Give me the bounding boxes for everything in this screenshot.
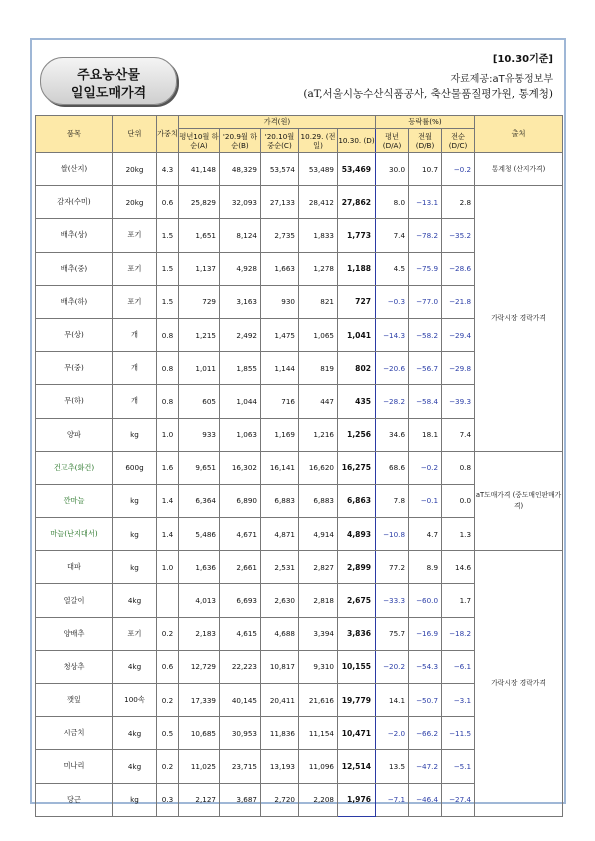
cell-price-b: 16,302 bbox=[220, 451, 261, 484]
cell-weight: 1.5 bbox=[157, 219, 179, 252]
cell-price-a: 17,339 bbox=[179, 684, 220, 717]
cell-unit: 4kg bbox=[113, 717, 157, 750]
cell-price-b: 32,093 bbox=[220, 186, 261, 219]
cell-unit: 4kg bbox=[113, 584, 157, 617]
table-row bbox=[36, 451, 563, 484]
cell-change-da: −33.3 bbox=[376, 584, 409, 617]
cell-source: 통계청 (산지가격) bbox=[475, 153, 563, 186]
cell-change-da: −7.1 bbox=[376, 783, 409, 816]
cell-item: 양파 bbox=[36, 418, 113, 451]
cell-item: 배추(중) bbox=[36, 252, 113, 285]
cell-price-d: 2,899 bbox=[338, 551, 376, 584]
cell-weight: 0.8 bbox=[157, 318, 179, 351]
cell-change-dc: −21.8 bbox=[442, 285, 475, 318]
header-change-db: 전월 (D/B) bbox=[409, 129, 442, 153]
cell-weight: 4.3 bbox=[157, 153, 179, 186]
cell-price-b: 1,044 bbox=[220, 385, 261, 418]
cell-weight bbox=[157, 584, 179, 617]
cell-change-db: 8.9 bbox=[409, 551, 442, 584]
cell-unit: 포기 bbox=[113, 252, 157, 285]
cell-price-a: 933 bbox=[179, 418, 220, 451]
cell-unit: 4kg bbox=[113, 750, 157, 783]
cell-price-c: 716 bbox=[261, 385, 299, 418]
cell-change-dc: −3.1 bbox=[442, 684, 475, 717]
cell-price-d: 802 bbox=[338, 352, 376, 385]
cell-unit: 600g bbox=[113, 451, 157, 484]
cell-weight: 1.0 bbox=[157, 418, 179, 451]
cell-price-d: 6,863 bbox=[338, 484, 376, 517]
cell-price-c: 930 bbox=[261, 285, 299, 318]
cell-change-da: −2.0 bbox=[376, 717, 409, 750]
cell-price-b: 4,671 bbox=[220, 518, 261, 551]
cell-item: 깻잎 bbox=[36, 684, 113, 717]
cell-price-c: 6,883 bbox=[261, 484, 299, 517]
cell-unit: kg bbox=[113, 518, 157, 551]
header-source: 출처 bbox=[475, 116, 563, 153]
cell-price-a: 1,636 bbox=[179, 551, 220, 584]
cell-change-db: −50.7 bbox=[409, 684, 442, 717]
cell-price-d: 53,469 bbox=[338, 153, 376, 186]
cell-price-c: 2,735 bbox=[261, 219, 299, 252]
cell-change-da: 34.6 bbox=[376, 418, 409, 451]
cell-price-a: 2,183 bbox=[179, 617, 220, 650]
cell-price-prev: 2,827 bbox=[299, 551, 338, 584]
cell-change-db: −66.2 bbox=[409, 717, 442, 750]
cell-weight: 0.6 bbox=[157, 650, 179, 683]
cell-item: 무(하) bbox=[36, 385, 113, 418]
cell-price-prev: 4,914 bbox=[299, 518, 338, 551]
cell-change-dc: 2.8 bbox=[442, 186, 475, 219]
header-price-group: 가격(원) bbox=[179, 116, 376, 129]
cell-price-c: 1,663 bbox=[261, 252, 299, 285]
cell-price-b: 23,715 bbox=[220, 750, 261, 783]
cell-price-prev: 11,154 bbox=[299, 717, 338, 750]
cell-price-prev: 28,412 bbox=[299, 186, 338, 219]
cell-price-a: 25,829 bbox=[179, 186, 220, 219]
cell-price-b: 3,163 bbox=[220, 285, 261, 318]
cell-price-d: 3,836 bbox=[338, 617, 376, 650]
cell-price-d: 4,893 bbox=[338, 518, 376, 551]
header-price-b: '20.9월 하순(B) bbox=[220, 129, 261, 153]
title-line-2: 일일도매가격 bbox=[70, 86, 147, 101]
cell-weight: 1.4 bbox=[157, 484, 179, 517]
table-body bbox=[36, 153, 563, 817]
cell-price-d: 1,256 bbox=[338, 418, 376, 451]
table-row bbox=[36, 551, 563, 584]
header-price-prev: 10.29. (전일) bbox=[299, 129, 338, 153]
cell-price-c: 10,817 bbox=[261, 650, 299, 683]
date-label: [10.30기준] bbox=[492, 54, 553, 65]
source-line-2: (aT,서울시농수산식품공사, 축산물품질평가원, 통계청) bbox=[303, 88, 553, 100]
cell-price-a: 1,651 bbox=[179, 219, 220, 252]
cell-unit: 100속 bbox=[113, 684, 157, 717]
cell-change-dc: 7.4 bbox=[442, 418, 475, 451]
cell-item: 청상추 bbox=[36, 650, 113, 683]
cell-change-da: −10.8 bbox=[376, 518, 409, 551]
cell-price-c: 16,141 bbox=[261, 451, 299, 484]
cell-price-d: 2,675 bbox=[338, 584, 376, 617]
cell-price-b: 3,687 bbox=[220, 783, 261, 816]
cell-price-b: 1,855 bbox=[220, 352, 261, 385]
cell-change-db: −58.2 bbox=[409, 318, 442, 351]
cell-item: 마늘(난지대서) bbox=[36, 518, 113, 551]
cell-price-a: 10,685 bbox=[179, 717, 220, 750]
cell-change-dc: −11.5 bbox=[442, 717, 475, 750]
title-badge bbox=[40, 57, 177, 105]
cell-change-dc: −5.1 bbox=[442, 750, 475, 783]
cell-change-da: 4.5 bbox=[376, 252, 409, 285]
cell-price-prev: 819 bbox=[299, 352, 338, 385]
cell-change-dc: −28.6 bbox=[442, 252, 475, 285]
cell-price-a: 1,137 bbox=[179, 252, 220, 285]
cell-change-dc: −35.2 bbox=[442, 219, 475, 252]
cell-weight: 1.5 bbox=[157, 252, 179, 285]
cell-price-b: 30,953 bbox=[220, 717, 261, 750]
cell-price-d: 1,773 bbox=[338, 219, 376, 252]
cell-price-prev: 1,278 bbox=[299, 252, 338, 285]
cell-price-b: 6,693 bbox=[220, 584, 261, 617]
cell-change-db: −58.4 bbox=[409, 385, 442, 418]
cell-change-db: −56.7 bbox=[409, 352, 442, 385]
cell-change-db: −60.0 bbox=[409, 584, 442, 617]
cell-price-c: 4,688 bbox=[261, 617, 299, 650]
header-unit: 단위 bbox=[113, 116, 157, 153]
cell-item: 감자(수미) bbox=[36, 186, 113, 219]
table-row bbox=[36, 153, 563, 186]
cell-price-prev: 9,310 bbox=[299, 650, 338, 683]
cell-price-a: 11,025 bbox=[179, 750, 220, 783]
cell-change-da: −0.3 bbox=[376, 285, 409, 318]
cell-price-d: 27,862 bbox=[338, 186, 376, 219]
cell-price-a: 605 bbox=[179, 385, 220, 418]
cell-price-c: 20,411 bbox=[261, 684, 299, 717]
cell-change-dc: 0.0 bbox=[442, 484, 475, 517]
cell-change-db: −47.2 bbox=[409, 750, 442, 783]
cell-change-db: 4.7 bbox=[409, 518, 442, 551]
cell-change-dc: −39.3 bbox=[442, 385, 475, 418]
cell-item: 배추(상) bbox=[36, 219, 113, 252]
cell-price-d: 12,514 bbox=[338, 750, 376, 783]
cell-change-db: −78.2 bbox=[409, 219, 442, 252]
header-price-d: 10.30. (D) bbox=[338, 129, 376, 153]
cell-change-da: −20.2 bbox=[376, 650, 409, 683]
cell-change-dc: −29.4 bbox=[442, 318, 475, 351]
header-weight: 가중치 bbox=[157, 116, 179, 153]
cell-item: 쌀(산지) bbox=[36, 153, 113, 186]
header-price-c: '20.10월 중순(C) bbox=[261, 129, 299, 153]
cell-unit: 개 bbox=[113, 385, 157, 418]
cell-price-d: 19,779 bbox=[338, 684, 376, 717]
cell-price-prev: 3,394 bbox=[299, 617, 338, 650]
cell-change-db: −75.9 bbox=[409, 252, 442, 285]
cell-price-c: 11,836 bbox=[261, 717, 299, 750]
cell-change-da: −28.2 bbox=[376, 385, 409, 418]
cell-price-c: 2,531 bbox=[261, 551, 299, 584]
cell-price-a: 4,013 bbox=[179, 584, 220, 617]
cell-weight: 0.3 bbox=[157, 783, 179, 816]
cell-change-dc: 1.7 bbox=[442, 584, 475, 617]
cell-weight: 0.2 bbox=[157, 684, 179, 717]
cell-weight: 0.8 bbox=[157, 385, 179, 418]
cell-price-b: 40,145 bbox=[220, 684, 261, 717]
cell-unit: 개 bbox=[113, 352, 157, 385]
cell-unit: kg bbox=[113, 418, 157, 451]
cell-price-prev: 6,883 bbox=[299, 484, 338, 517]
cell-price-d: 1,976 bbox=[338, 783, 376, 816]
cell-change-db: −16.9 bbox=[409, 617, 442, 650]
cell-weight: 1.5 bbox=[157, 285, 179, 318]
cell-price-prev: 1,833 bbox=[299, 219, 338, 252]
cell-item: 당근 bbox=[36, 783, 113, 816]
cell-price-a: 1,011 bbox=[179, 352, 220, 385]
cell-price-b: 2,492 bbox=[220, 318, 261, 351]
cell-price-b: 2,661 bbox=[220, 551, 261, 584]
cell-weight: 1.0 bbox=[157, 551, 179, 584]
cell-item: 깐마늘 bbox=[36, 484, 113, 517]
cell-price-a: 729 bbox=[179, 285, 220, 318]
cell-price-c: 1,144 bbox=[261, 352, 299, 385]
cell-change-db: −0.1 bbox=[409, 484, 442, 517]
cell-item: 양배추 bbox=[36, 617, 113, 650]
cell-price-b: 4,928 bbox=[220, 252, 261, 285]
cell-change-dc: −27.4 bbox=[442, 783, 475, 816]
cell-price-c: 13,193 bbox=[261, 750, 299, 783]
cell-change-db: −0.2 bbox=[409, 451, 442, 484]
cell-change-db: −13.1 bbox=[409, 186, 442, 219]
cell-unit: 포기 bbox=[113, 219, 157, 252]
cell-unit: kg bbox=[113, 783, 157, 816]
cell-weight: 0.8 bbox=[157, 352, 179, 385]
cell-change-da: −14.3 bbox=[376, 318, 409, 351]
cell-price-a: 9,651 bbox=[179, 451, 220, 484]
cell-price-a: 6,364 bbox=[179, 484, 220, 517]
cell-price-prev: 821 bbox=[299, 285, 338, 318]
cell-unit: kg bbox=[113, 551, 157, 584]
cell-weight: 1.4 bbox=[157, 518, 179, 551]
cell-change-da: 13.5 bbox=[376, 750, 409, 783]
cell-unit: kg bbox=[113, 484, 157, 517]
header-price-a: 평년10월 하순(A) bbox=[179, 129, 220, 153]
cell-weight: 0.2 bbox=[157, 617, 179, 650]
cell-item: 건고추(화건) bbox=[36, 451, 113, 484]
cell-unit: 포기 bbox=[113, 617, 157, 650]
cell-change-dc: −29.8 bbox=[442, 352, 475, 385]
cell-price-a: 12,729 bbox=[179, 650, 220, 683]
cell-source: 가락시장 경락가격 bbox=[475, 551, 563, 817]
cell-change-da: 68.6 bbox=[376, 451, 409, 484]
cell-price-c: 4,871 bbox=[261, 518, 299, 551]
cell-unit: 20kg bbox=[113, 186, 157, 219]
cell-price-a: 41,148 bbox=[179, 153, 220, 186]
cell-change-da: 8.0 bbox=[376, 186, 409, 219]
cell-change-da: 14.1 bbox=[376, 684, 409, 717]
cell-price-prev: 16,620 bbox=[299, 451, 338, 484]
cell-change-db: 10.7 bbox=[409, 153, 442, 186]
cell-change-da: −20.6 bbox=[376, 352, 409, 385]
cell-change-dc: 0.8 bbox=[442, 451, 475, 484]
cell-unit: 20kg bbox=[113, 153, 157, 186]
cell-price-a: 5,486 bbox=[179, 518, 220, 551]
cell-price-prev: 2,818 bbox=[299, 584, 338, 617]
cell-change-db: −77.0 bbox=[409, 285, 442, 318]
cell-change-db: −54.3 bbox=[409, 650, 442, 683]
cell-item: 열갈이 bbox=[36, 584, 113, 617]
cell-price-d: 16,275 bbox=[338, 451, 376, 484]
cell-unit: 개 bbox=[113, 318, 157, 351]
cell-source: 가락시장 경락가격 bbox=[475, 186, 563, 452]
cell-price-d: 10,471 bbox=[338, 717, 376, 750]
cell-price-prev: 1,216 bbox=[299, 418, 338, 451]
cell-change-da: 7.8 bbox=[376, 484, 409, 517]
cell-price-b: 1,063 bbox=[220, 418, 261, 451]
cell-change-da: 77.2 bbox=[376, 551, 409, 584]
cell-price-c: 53,574 bbox=[261, 153, 299, 186]
cell-source: aT도매가격 (중도매인판매가격) bbox=[475, 451, 563, 551]
cell-weight: 1.6 bbox=[157, 451, 179, 484]
cell-change-dc: 1.3 bbox=[442, 518, 475, 551]
cell-change-dc: −18.2 bbox=[442, 617, 475, 650]
cell-weight: 0.5 bbox=[157, 717, 179, 750]
cell-price-c: 2,630 bbox=[261, 584, 299, 617]
cell-price-prev: 447 bbox=[299, 385, 338, 418]
header-change-da: 평년 (D/A) bbox=[376, 129, 409, 153]
cell-price-d: 435 bbox=[338, 385, 376, 418]
cell-price-a: 1,215 bbox=[179, 318, 220, 351]
cell-item: 시금치 bbox=[36, 717, 113, 750]
cell-change-dc: −6.1 bbox=[442, 650, 475, 683]
cell-price-b: 48,329 bbox=[220, 153, 261, 186]
cell-item: 대파 bbox=[36, 551, 113, 584]
cell-change-dc: −0.2 bbox=[442, 153, 475, 186]
header-change-group: 등락률(%) bbox=[376, 116, 475, 129]
cell-price-d: 1,041 bbox=[338, 318, 376, 351]
cell-price-prev: 53,489 bbox=[299, 153, 338, 186]
cell-price-a: 2,127 bbox=[179, 783, 220, 816]
cell-price-c: 2,720 bbox=[261, 783, 299, 816]
cell-price-c: 27,133 bbox=[261, 186, 299, 219]
cell-weight: 0.2 bbox=[157, 750, 179, 783]
cell-unit: 4kg bbox=[113, 650, 157, 683]
cell-unit: 포기 bbox=[113, 285, 157, 318]
cell-price-d: 1,188 bbox=[338, 252, 376, 285]
header-change-dc: 전순 (D/C) bbox=[442, 129, 475, 153]
cell-price-prev: 1,065 bbox=[299, 318, 338, 351]
cell-item: 미나리 bbox=[36, 750, 113, 783]
cell-change-db: −46.4 bbox=[409, 783, 442, 816]
cell-change-da: 75.7 bbox=[376, 617, 409, 650]
cell-price-c: 1,169 bbox=[261, 418, 299, 451]
cell-price-b: 22,223 bbox=[220, 650, 261, 683]
price-table bbox=[35, 115, 563, 817]
cell-price-b: 4,615 bbox=[220, 617, 261, 650]
cell-change-da: 30.0 bbox=[376, 153, 409, 186]
cell-price-b: 6,890 bbox=[220, 484, 261, 517]
header-item: 품목 bbox=[36, 116, 113, 153]
cell-price-b: 8,124 bbox=[220, 219, 261, 252]
cell-price-prev: 2,208 bbox=[299, 783, 338, 816]
cell-price-prev: 21,616 bbox=[299, 684, 338, 717]
cell-item: 배추(하) bbox=[36, 285, 113, 318]
cell-change-db: 18.1 bbox=[409, 418, 442, 451]
table-row bbox=[36, 186, 563, 219]
cell-item: 무(상) bbox=[36, 318, 113, 351]
cell-change-dc: 14.6 bbox=[442, 551, 475, 584]
source-line-1: 자료제공:aT유통정보부 bbox=[450, 74, 553, 85]
cell-price-prev: 11,096 bbox=[299, 750, 338, 783]
cell-change-da: 7.4 bbox=[376, 219, 409, 252]
cell-price-c: 1,475 bbox=[261, 318, 299, 351]
title-line-1: 주요농산물 bbox=[77, 68, 140, 83]
cell-weight: 0.6 bbox=[157, 186, 179, 219]
cell-price-d: 10,155 bbox=[338, 650, 376, 683]
cell-item: 무(중) bbox=[36, 352, 113, 385]
cell-price-d: 727 bbox=[338, 285, 376, 318]
